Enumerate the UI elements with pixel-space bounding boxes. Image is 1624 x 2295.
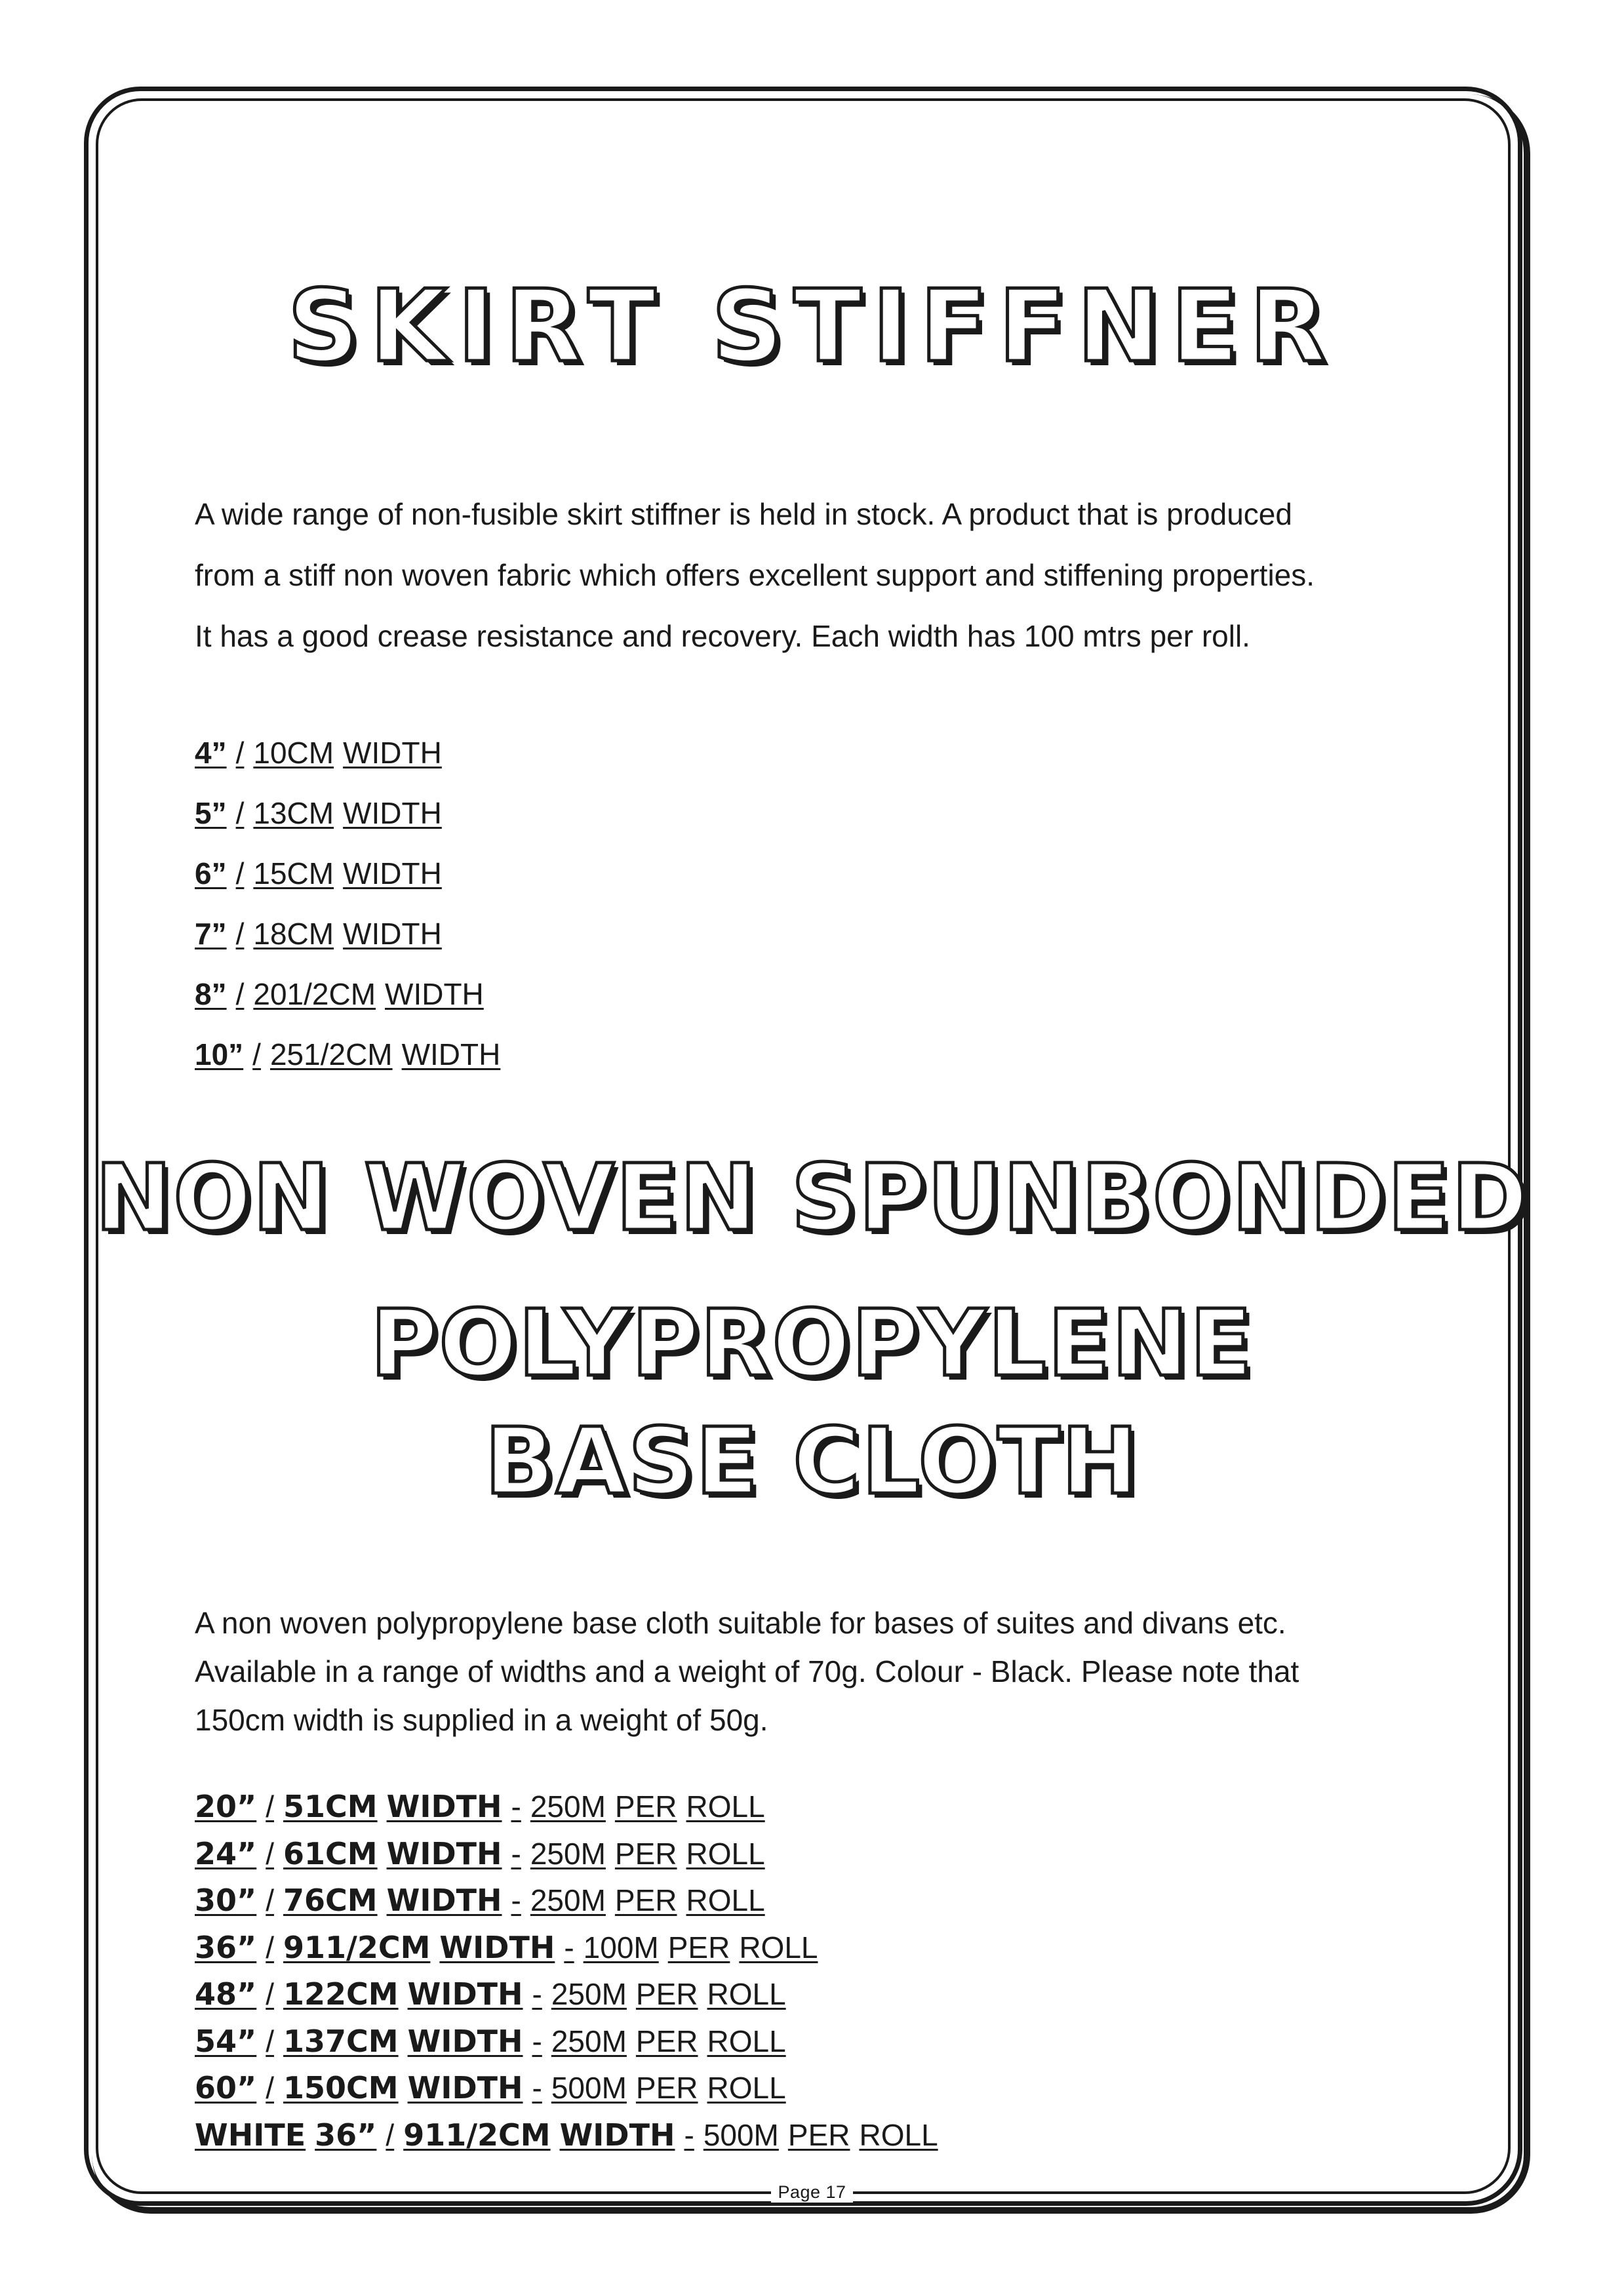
width-item: 20” / 51CM WIDTH - 250M PER ROLL	[195, 1789, 765, 1824]
width-label: WIDTH	[386, 1835, 502, 1871]
width-label: WIDTH	[386, 1883, 502, 1918]
width-item: 6” / 15CM WIDTH	[195, 856, 442, 890]
width-item: 24” / 61CM WIDTH - 250M PER ROLL	[195, 1835, 765, 1871]
skirt-stiffner-width-list	[195, 723, 500, 1085]
width-label: WIDTH	[343, 796, 442, 830]
width-item: 8” / 201/2CM WIDTH	[195, 977, 484, 1011]
width-label: WIDTH	[386, 1789, 502, 1824]
description-line: A wide range of non-fusible skirt stiffner is held in stock. A product that is produced	[195, 497, 1292, 531]
base-cloth-heading-line-1: NON WOVEN SPUNBONDED	[95, 1145, 1529, 1252]
width-item: 48” / 122CM WIDTH - 250M PER ROLL	[195, 1976, 786, 2012]
roll-text: ROLL	[707, 1977, 786, 2011]
width-cm: 76CM	[283, 1883, 378, 1918]
width-cm: 51CM	[283, 1789, 378, 1824]
roll-text: ROLL	[707, 2071, 786, 2105]
width-label: WIDTH	[385, 977, 484, 1011]
width-label: WIDTH	[343, 917, 442, 951]
width-label: WIDTH	[407, 1976, 523, 2012]
roll-length: 250M	[530, 1836, 606, 1871]
width-inch: 36”	[195, 1929, 257, 1965]
width-cm: 251/2CM	[269, 1037, 393, 1071]
width-cm: 150CM	[283, 2070, 399, 2105]
width-label: WIDTH	[401, 1037, 501, 1071]
roll-text: ROLL	[739, 1930, 818, 1965]
width-inch: 54”	[195, 2023, 257, 2059]
description-line: 150cm width is supplied in a weight of 50g.	[195, 1703, 768, 1737]
width-cm: 201/2CM	[253, 977, 376, 1011]
width-item: 7” / 18CM WIDTH	[195, 917, 442, 951]
per-text: PER	[635, 2071, 698, 2105]
width-cm: 15CM	[253, 856, 334, 890]
width-cm: 10CM	[253, 736, 334, 770]
roll-text: ROLL	[859, 2117, 938, 2152]
per-text: PER	[614, 1883, 677, 1917]
roll-length: 250M	[530, 1883, 606, 1917]
per-text: PER	[614, 1836, 677, 1871]
roll-length: 500M	[551, 2071, 627, 2105]
width-cm: 911/2CM	[283, 1929, 431, 1965]
width-inch: 4”	[195, 736, 227, 770]
width-inch: 60”	[195, 2070, 257, 2105]
width-item: 10” / 251/2CM WIDTH	[195, 1037, 501, 1071]
roll-text: ROLL	[686, 1883, 765, 1917]
width-inch: 10”	[195, 1037, 244, 1071]
width-item: 54” / 137CM WIDTH - 250M PER ROLL	[195, 2023, 786, 2059]
width-cm: 911/2CM	[403, 2117, 551, 2153]
width-label: WIDTH	[407, 2023, 523, 2059]
width-inch: 30”	[195, 1883, 257, 1918]
width-inch: 36”	[315, 2117, 377, 2153]
description-line: A non woven polypropylene base cloth suitable for bases of suites and divans etc.	[195, 1606, 1286, 1640]
width-label: WIDTH	[559, 2117, 675, 2153]
page-number: Page 17	[771, 2182, 852, 2203]
per-text: PER	[667, 1930, 730, 1965]
width-inch: 48”	[195, 1976, 257, 2012]
base-cloth-width-list	[195, 1784, 938, 2159]
width-inch: 24”	[195, 1835, 257, 1871]
width-inch: 6”	[195, 856, 227, 890]
base-cloth-description	[195, 1599, 1460, 1744]
width-label: WIDTH	[343, 736, 442, 770]
roll-length: 250M	[551, 1977, 627, 2011]
width-label: WIDTH	[343, 856, 442, 890]
per-text: PER	[635, 1977, 698, 2011]
roll-text: ROLL	[686, 1836, 765, 1871]
description-line: Available in a range of widths and a weight of 70g. Colour - Black. Please note that	[195, 1654, 1299, 1688]
skirt-stiffner-heading: SKIRT STIFFNER	[287, 268, 1337, 384]
colour-prefix: WHITE	[195, 2117, 306, 2153]
width-cm: 18CM	[253, 917, 334, 951]
roll-text: ROLL	[686, 1789, 765, 1824]
base-cloth-heading-line-3: BASE CLOTH	[485, 1408, 1139, 1515]
width-inch: 5”	[195, 796, 227, 830]
per-text: PER	[787, 2117, 850, 2152]
base-cloth-heading-line-2: POLYPROPYLENE	[370, 1290, 1254, 1397]
width-item: 5” / 13CM WIDTH	[195, 796, 442, 830]
description-line: from a stiff non woven fabric which offers excellent support and stiffening properties.	[195, 558, 1315, 592]
width-label: WIDTH	[439, 1929, 555, 1965]
width-item: 36” / 911/2CM WIDTH - 100M PER ROLL	[195, 1929, 818, 1965]
width-item: 4” / 10CM WIDTH	[195, 736, 442, 770]
width-label: WIDTH	[407, 2070, 523, 2105]
width-item: 60” / 150CM WIDTH - 500M PER ROLL	[195, 2070, 786, 2105]
roll-length: 100M	[583, 1930, 659, 1965]
roll-text: ROLL	[707, 2024, 786, 2058]
width-cm: 122CM	[283, 1976, 399, 2012]
description-line: It has a good crease resistance and recovery. Each width has 100 mtrs per roll.	[195, 619, 1250, 653]
roll-length: 500M	[703, 2117, 779, 2152]
page-footer	[0, 2182, 1624, 2203]
per-text: PER	[635, 2024, 698, 2058]
width-item: 30” / 76CM WIDTH - 250M PER ROLL	[195, 1883, 765, 1918]
width-cm: 61CM	[283, 1835, 378, 1871]
width-cm: 13CM	[253, 796, 334, 830]
width-item: WHITE 36” / 911/2CM WIDTH - 500M PER ROLL	[195, 2117, 938, 2153]
per-text: PER	[614, 1789, 677, 1824]
width-inch: 7”	[195, 917, 227, 951]
skirt-stiffner-description	[195, 484, 1460, 667]
width-inch: 8”	[195, 977, 227, 1011]
roll-length: 250M	[551, 2024, 627, 2058]
roll-length: 250M	[530, 1789, 606, 1824]
width-cm: 137CM	[283, 2023, 399, 2059]
width-inch: 20”	[195, 1789, 257, 1824]
